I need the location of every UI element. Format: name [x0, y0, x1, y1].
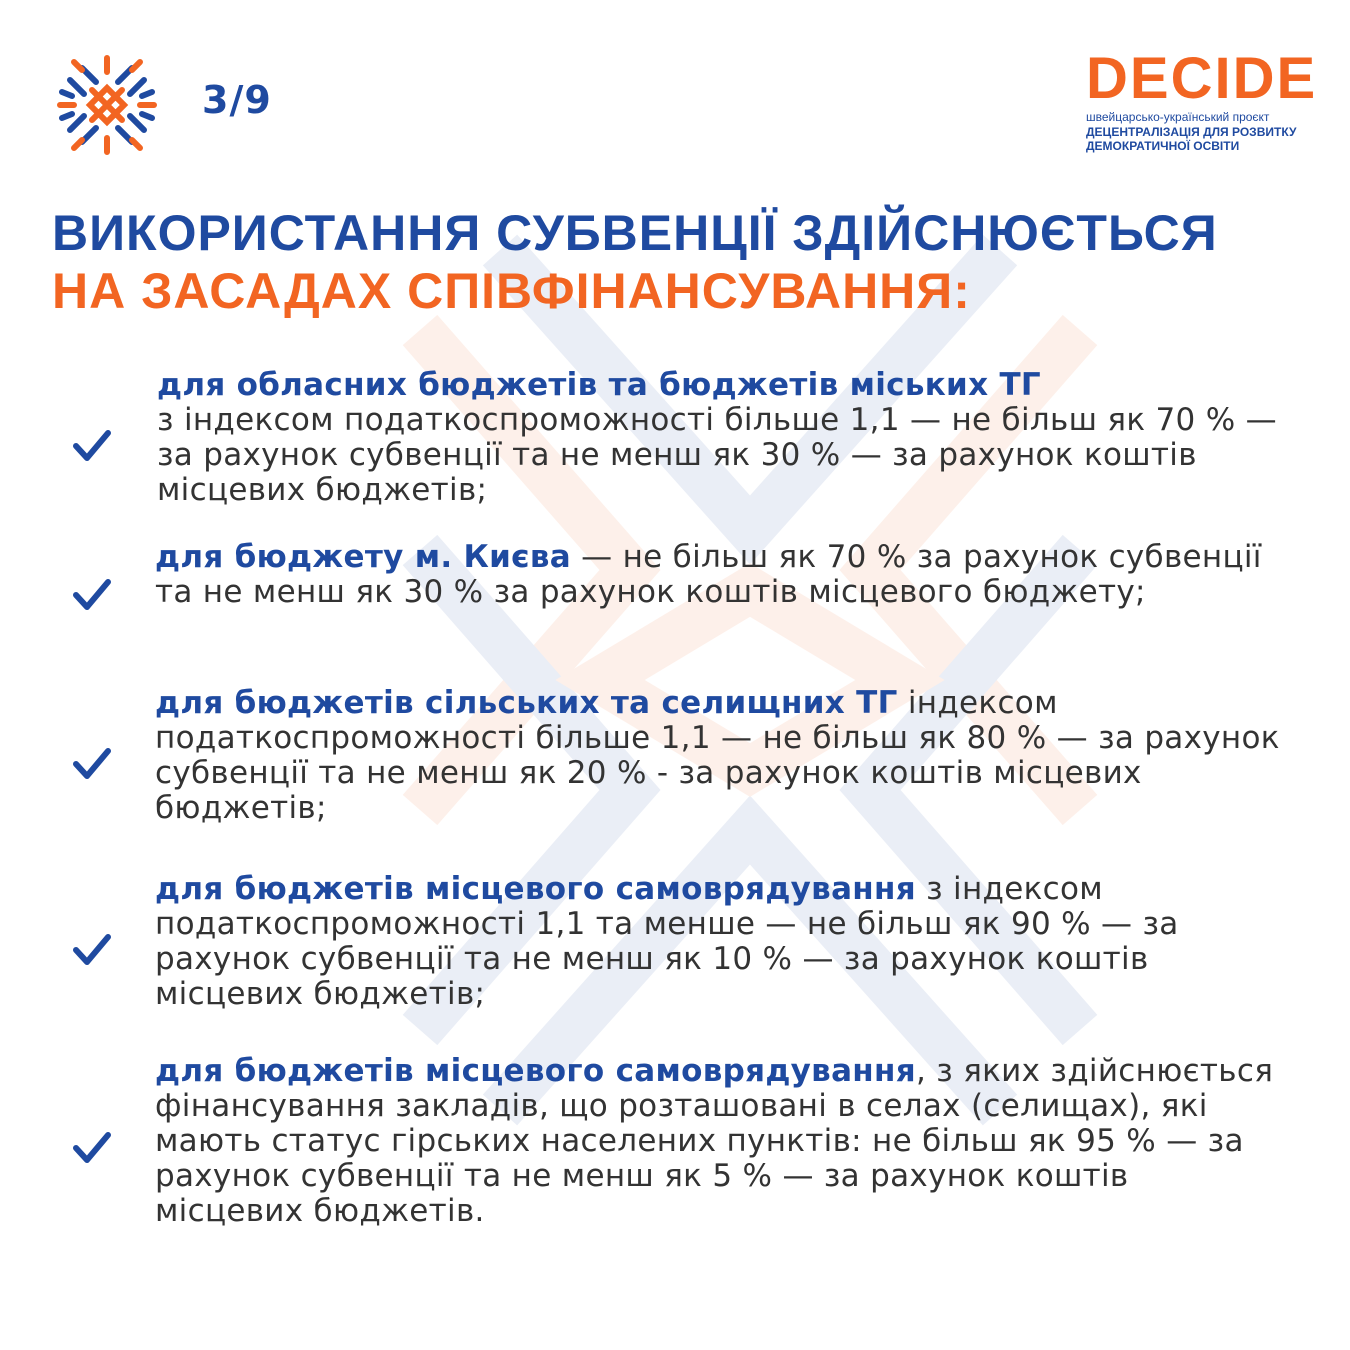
list-item: [155, 540, 1285, 610]
item-text: індексом податкоспроможності більше 1,1 — не більш як 80 % — за рахунок субвенції та не менш як 20 % - за рахунок коштів місцевих бюджетів;: [155, 685, 1280, 826]
item-bold-text: для обласних бюджетів та бюджетів міських ТГ: [157, 367, 1041, 403]
brand-tagline-1: ДЕЦЕНТРАЛІЗАЦІЯ ДЛЯ РОЗВИТКУ: [1086, 125, 1297, 139]
brand-name: DECIDE: [1086, 46, 1318, 111]
snowflake-logo-icon: [52, 50, 162, 160]
checkmark-icon: [72, 746, 112, 782]
checkmark-icon: [72, 932, 112, 968]
item-text: з індексом податкоспроможності 1,1 та менше — не більш як 90 % — за рахунок субвенції та не менш як 10 % — за рахунок коштів місцевих бюджетів;: [155, 871, 1179, 1012]
list-item: [157, 368, 1287, 508]
checkmark-icon: [72, 428, 112, 464]
checkmark-icon: [72, 577, 112, 613]
item-bold-text: для бюджетів сільських та селищних ТГ: [155, 685, 898, 721]
item-bold-text: для бюджетів місцевого самоврядування: [155, 871, 916, 907]
item-bold-text: для бюджету м. Києва: [155, 539, 571, 575]
item-bold-text: для бюджетів місцевого самоврядування: [155, 1053, 916, 1089]
list-item: [155, 872, 1285, 1012]
background-ornament: [300, 170, 1200, 1190]
item-text: з індексом податкоспроможності більше 1,1 — не більш як 70 % — за рахунок субвенції та не менш як 30 % — за рахунок коштів місцевих бюджетів;: [157, 402, 1277, 508]
item-text: , з яких здійснюється фінансування закладів, що розташовані в селах (селищах), які мають статус гірських населених пунктів: не більш як 95 % — за рахунок субвенції та не менш як 5 % — за рахунок коштів місцевих бюджетів.: [155, 1053, 1274, 1229]
brand-subtitle: швейцарсько-український проєкт: [1086, 110, 1270, 124]
title-line-1: ВИКОРИСТАННЯ СУБВЕНЦІЇ ЗДІЙСНЮЄТЬСЯ: [52, 205, 1218, 261]
list-item: [155, 686, 1285, 826]
title-line-2: НА ЗАСАДАХ СПІВФІНАНСУВАННЯ:: [52, 263, 971, 319]
brand-tagline-2: ДЕМОКРАТИЧНОЇ ОСВІТИ: [1086, 139, 1240, 153]
checkmark-icon: [72, 1130, 112, 1166]
list-item: [155, 1054, 1285, 1229]
page-counter: 3/9: [202, 78, 272, 122]
brand-block: [1086, 46, 1318, 153]
item-text: — не більш як 70 % за рахунок субвенції та не менш як 30 % за рахунок коштів місцевого бюджету;: [155, 539, 1262, 610]
page-title: [52, 204, 1312, 320]
